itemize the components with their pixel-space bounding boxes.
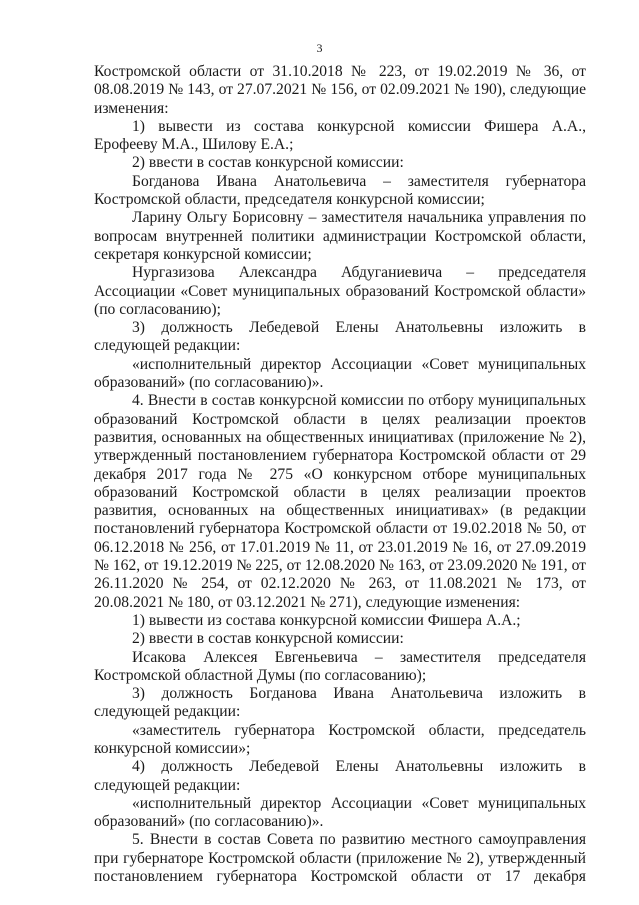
paragraph-3: 2) ввести в состав конкурсной комиссии:	[132, 154, 404, 172]
page-number: 3	[316, 41, 323, 55]
paragraph-4: Богданова Ивана Анатольевича – заместителя губернатора Костромской области, председателя конкурсной комиссии;	[94, 172, 586, 209]
paragraph-16: «исполнительный директор Ассоциации «Совет муниципальных образований» (по согласованию)».	[94, 794, 586, 831]
paragraph-12: Исакова Алексея Евгеньевича – заместителя председателя Костромской областной Думы (по согласованию);	[94, 648, 586, 684]
paragraph-17: 5. Внести в состав Совета по развитию местного самоуправления при губернаторе Костромской области (приложение № 2), утвержденный постановлением губернатора Костромской области от 17 декабря	[94, 831, 586, 886]
paragraph-13: 3) должность Богданова Ивана Анатольевича изложить в следующей редакции:	[94, 685, 586, 721]
paragraph-8: «исполнительный директор Ассоциации «Совет муниципальных образований» (по согласованию)».	[94, 355, 586, 392]
paragraph-2: 1) вывести из состава конкурсной комиссии Фишера А.А., Ерофееву М.А., Шилову Е.А.;	[94, 117, 586, 154]
paragraph-9: 4. Внести в состав конкурсной комиссии по отбору муниципальных образований Костромской области в целях реализации проектов развития, основанных на общественных инициативах (приложение № 2), утвержденный постановлением губернатора Костромской области от 29 декабря 2017 года № 275 «О конкурсном отборе муниципальных образований Костромской области в целях реализации проектов развития, основанных на общественных инициативах» (в редакции постановлений губернатора Костромской области от 19.02.2018 № 50, от 06.12.2018 № 256, от 17.01.2019 № 11, от 23.01.2019 № 16, от 27.09.2019 № 162, от 19.12.2019 № 225, от 12.08.2020 № 163, от 23.09.2020 № 191, от 26.11.2020 № 254, от 02.12.2020 № 263, от 11.08.2021 № 173, от 20.08.2021 № 180, от 03.12.2021 № 271), следующие изменения:	[94, 392, 586, 611]
paragraph-1: Костромской области от 31.10.2018 № 223, от 19.02.2019 № 36, от 08.08.2019 № 143, от 27.07.2021 № 156, от 02.09.2021 № 190), следующие изменения:	[94, 63, 586, 117]
paragraph-11: 2) ввести в состав конкурсной комиссии:	[132, 630, 404, 648]
document-body	[94, 63, 586, 886]
paragraph-6: Нургазизова Александра Абдуганиевича – председателя Ассоциации «Совет муниципальных образований Костромской области» (по согласованию);	[94, 264, 586, 318]
paragraph-14: «заместитель губернатора Костромской области, председатель конкурсной комиссии»;	[94, 721, 586, 757]
paragraph-5: Ларину Ольгу Борисовну – заместителя начальника управления по вопросам внутренней политики администрации Костромской области, секретаря конкурсной комиссии;	[94, 209, 586, 263]
paragraph-10: 1) вывести из состава конкурсной комиссии Фишера А.А.;	[132, 611, 521, 629]
paragraph-15: 4) должность Лебедевой Елены Анатольевны изложить в следующей редакции:	[94, 758, 586, 794]
paragraph-7: 3) должность Лебедевой Елены Анатольевны изложить в следующей редакции:	[94, 319, 586, 355]
